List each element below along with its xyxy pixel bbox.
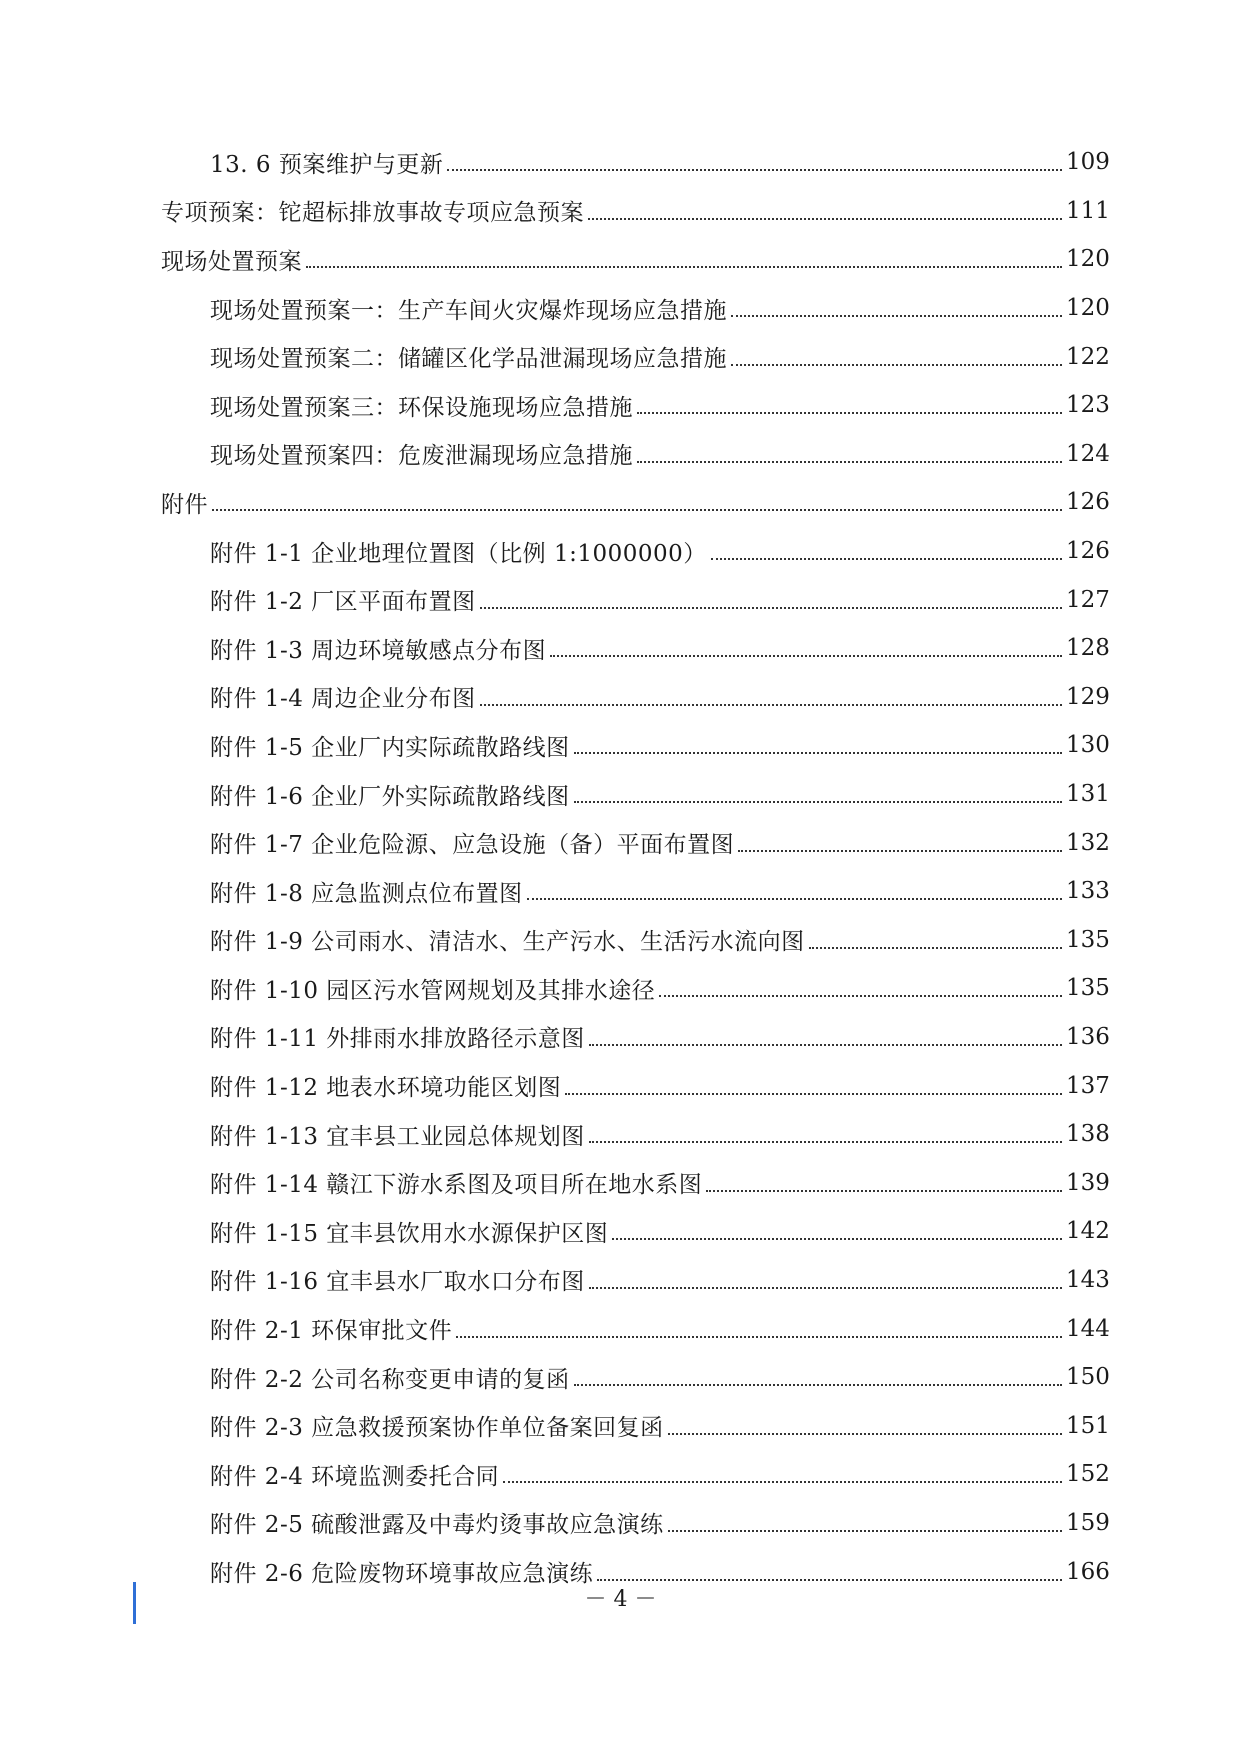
toc-entry-page: 133 (1066, 878, 1110, 905)
table-of-contents (0, 138, 1241, 1596)
toc-leader-dots (565, 1093, 1062, 1095)
toc-entry[interactable] (0, 673, 1241, 722)
toc-entry-page: 124 (1066, 440, 1110, 467)
toc-entry-title: 附件 1-6 企业厂外实际疏散路线图 (210, 783, 570, 810)
toc-leader-dots (668, 1433, 1062, 1435)
toc-entry-page: 150 (1066, 1364, 1110, 1391)
toc-entry-page: 151 (1066, 1412, 1110, 1439)
toc-entry-title: 现场处置预案四：危废泄漏现场应急措施 (210, 443, 633, 470)
toc-entry-title: 附件 2-5 硫酸泄露及中毒灼烫事故应急演练 (210, 1512, 664, 1539)
toc-entry-title: 附件 1-16 宜丰县水厂取水口分布图 (210, 1269, 585, 1296)
toc-entry-title: 附件 1-14 赣江下游水系图及项目所在地水系图 (210, 1172, 703, 1199)
toc-leader-dots (480, 607, 1062, 609)
toc-entry-page: 152 (1066, 1461, 1110, 1488)
toc-leader-dots (527, 898, 1062, 900)
toc-entry-page: 127 (1066, 586, 1110, 613)
toc-entry-page: 120 (1066, 295, 1110, 322)
toc-entry[interactable] (0, 1304, 1241, 1353)
toc-leader-dots (503, 1481, 1062, 1483)
toc-entry-title: 附件 1-15 宜丰县饮用水水源保护区图 (210, 1220, 609, 1247)
toc-entry-title: 附件 1-9 公司雨水、清洁水、生产污水、生活污水流向图 (210, 929, 805, 956)
toc-entry-title: 现场处置预案一：生产车间火灾爆炸现场应急措施 (210, 297, 727, 324)
toc-entry-title: 现场处置预案 (161, 248, 302, 275)
toc-entry[interactable] (0, 187, 1241, 236)
toc-leader-dots (574, 801, 1062, 803)
toc-entry[interactable] (0, 1401, 1241, 1450)
toc-entry[interactable] (0, 1110, 1241, 1159)
toc-entry-page: 123 (1066, 392, 1110, 419)
toc-entry-page: 120 (1066, 246, 1110, 273)
toc-leader-dots (659, 995, 1062, 997)
toc-leader-dots (637, 461, 1062, 463)
toc-leader-dots (809, 947, 1062, 949)
toc-leader-dots (212, 509, 1062, 511)
toc-entry-title: 附件 1-2 厂区平面布置图 (210, 589, 476, 616)
toc-entry-page: 142 (1066, 1218, 1110, 1245)
toc-entry-title: 附件 1-7 企业危险源、应急设施（备）平面布置图 (210, 832, 735, 859)
toc-entry[interactable] (0, 1499, 1241, 1548)
toc-entry-title: 附件 2-4 环境监测委托合同 (210, 1463, 500, 1490)
toc-entry-title: 附件 1-1 企业地理位置图（比例 1:1000000） (210, 540, 707, 567)
toc-entry-page: 139 (1066, 1169, 1110, 1196)
toc-entry[interactable] (0, 1353, 1241, 1402)
toc-leader-dots (589, 1287, 1062, 1289)
toc-leader-dots (668, 1530, 1062, 1532)
page-number: － 4 － (584, 1587, 657, 1612)
toc-leader-dots (456, 1336, 1062, 1338)
toc-leader-dots (597, 1579, 1062, 1581)
toc-entry-page: 136 (1066, 1023, 1110, 1050)
toc-leader-dots (612, 1238, 1062, 1240)
toc-entry-title: 附件 1-3 周边环境敏感点分布图 (210, 637, 547, 664)
toc-entry-page: 144 (1066, 1315, 1110, 1342)
toc-entry-title: 13. 6 预案维护与更新 (210, 151, 444, 178)
toc-entry[interactable] (0, 770, 1241, 819)
toc-entry[interactable] (0, 1450, 1241, 1499)
toc-entry-title: 附件 2-1 环保审批文件 (210, 1318, 453, 1345)
toc-entry-title: 现场处置预案三：环保设施现场应急措施 (210, 394, 633, 421)
toc-leader-dots (711, 558, 1062, 560)
toc-entry-title: 附件 1-12 地表水环境功能区划图 (210, 1075, 562, 1102)
toc-entry-title: 附件 1-11 外排雨水排放路径示意图 (210, 1026, 585, 1053)
toc-entry[interactable] (0, 721, 1241, 770)
toc-entry[interactable] (0, 867, 1241, 916)
toc-entry[interactable] (0, 332, 1241, 381)
toc-entry[interactable] (0, 284, 1241, 333)
toc-entry-page: 143 (1066, 1266, 1110, 1293)
toc-entry-title: 附件 1-8 应急监测点位布置图 (210, 880, 523, 907)
toc-entry[interactable] (0, 1061, 1241, 1110)
toc-leader-dots (574, 752, 1062, 754)
toc-entry-title: 附件 2-3 应急救援预案协作单位备案回复函 (210, 1415, 664, 1442)
toc-entry-page: 128 (1066, 635, 1110, 662)
toc-leader-dots (589, 1044, 1062, 1046)
toc-leader-dots (480, 704, 1062, 706)
toc-entry-page: 129 (1066, 683, 1110, 710)
toc-entry[interactable] (0, 1158, 1241, 1207)
toc-entry[interactable] (0, 381, 1241, 430)
toc-entry[interactable] (0, 624, 1241, 673)
toc-entry-page: 126 (1066, 489, 1110, 516)
toc-entry[interactable] (0, 1207, 1241, 1256)
toc-leader-dots (306, 266, 1062, 268)
toc-leader-dots (588, 218, 1062, 220)
toc-entry-title: 专项预案：铊超标排放事故专项应急预案 (161, 200, 584, 227)
toc-entry[interactable] (0, 478, 1241, 527)
toc-entry[interactable] (0, 1256, 1241, 1305)
toc-leader-dots (706, 1190, 1062, 1192)
toc-entry[interactable] (0, 527, 1241, 576)
toc-leader-dots (550, 655, 1062, 657)
toc-entry[interactable] (0, 138, 1241, 187)
toc-entry[interactable] (0, 964, 1241, 1013)
toc-entry[interactable] (0, 818, 1241, 867)
toc-entry-page: 159 (1066, 1509, 1110, 1536)
toc-entry-page: 131 (1066, 781, 1110, 808)
toc-entry-title: 附件 1-5 企业厂内实际疏散路线图 (210, 734, 570, 761)
toc-leader-dots (637, 412, 1062, 414)
toc-leader-dots (731, 364, 1062, 366)
toc-entry-page: 130 (1066, 732, 1110, 759)
toc-entry-title: 附件 1-4 周边企业分布图 (210, 686, 476, 713)
toc-entry-page: 122 (1066, 343, 1110, 370)
toc-leader-dots (574, 1384, 1062, 1386)
toc-leader-dots (447, 169, 1062, 171)
toc-entry[interactable] (0, 916, 1241, 965)
toc-entry-page: 138 (1066, 1121, 1110, 1148)
toc-entry-page: 135 (1066, 926, 1110, 953)
toc-entry-title: 附件 (161, 491, 208, 518)
toc-entry[interactable] (0, 235, 1241, 284)
toc-leader-dots (731, 315, 1062, 317)
toc-entry-title: 附件 1-13 宜丰县工业园总体规划图 (210, 1123, 585, 1150)
toc-entry-page: 111 (1066, 197, 1110, 224)
toc-entry-page: 132 (1066, 829, 1110, 856)
toc-entry-title: 附件 2-2 公司名称变更申请的复函 (210, 1366, 570, 1393)
toc-entry-title: 现场处置预案二：储罐区化学品泄漏现场应急措施 (210, 346, 727, 373)
toc-entry[interactable] (0, 430, 1241, 479)
toc-entry[interactable] (0, 1013, 1241, 1062)
toc-entry-page: 137 (1066, 1072, 1110, 1099)
toc-entry-page: 166 (1066, 1558, 1110, 1585)
toc-entry-title: 附件 1-10 园区污水管网规划及其排水途径 (210, 977, 656, 1004)
toc-leader-dots (738, 850, 1062, 852)
toc-entry-title: 附件 2-6 危险废物环境事故应急演练 (210, 1561, 594, 1588)
toc-entry[interactable] (0, 575, 1241, 624)
toc-leader-dots (589, 1141, 1062, 1143)
toc-entry-page: 135 (1066, 975, 1110, 1002)
toc-entry-page: 109 (1066, 149, 1110, 176)
toc-entry-page: 126 (1066, 538, 1110, 565)
